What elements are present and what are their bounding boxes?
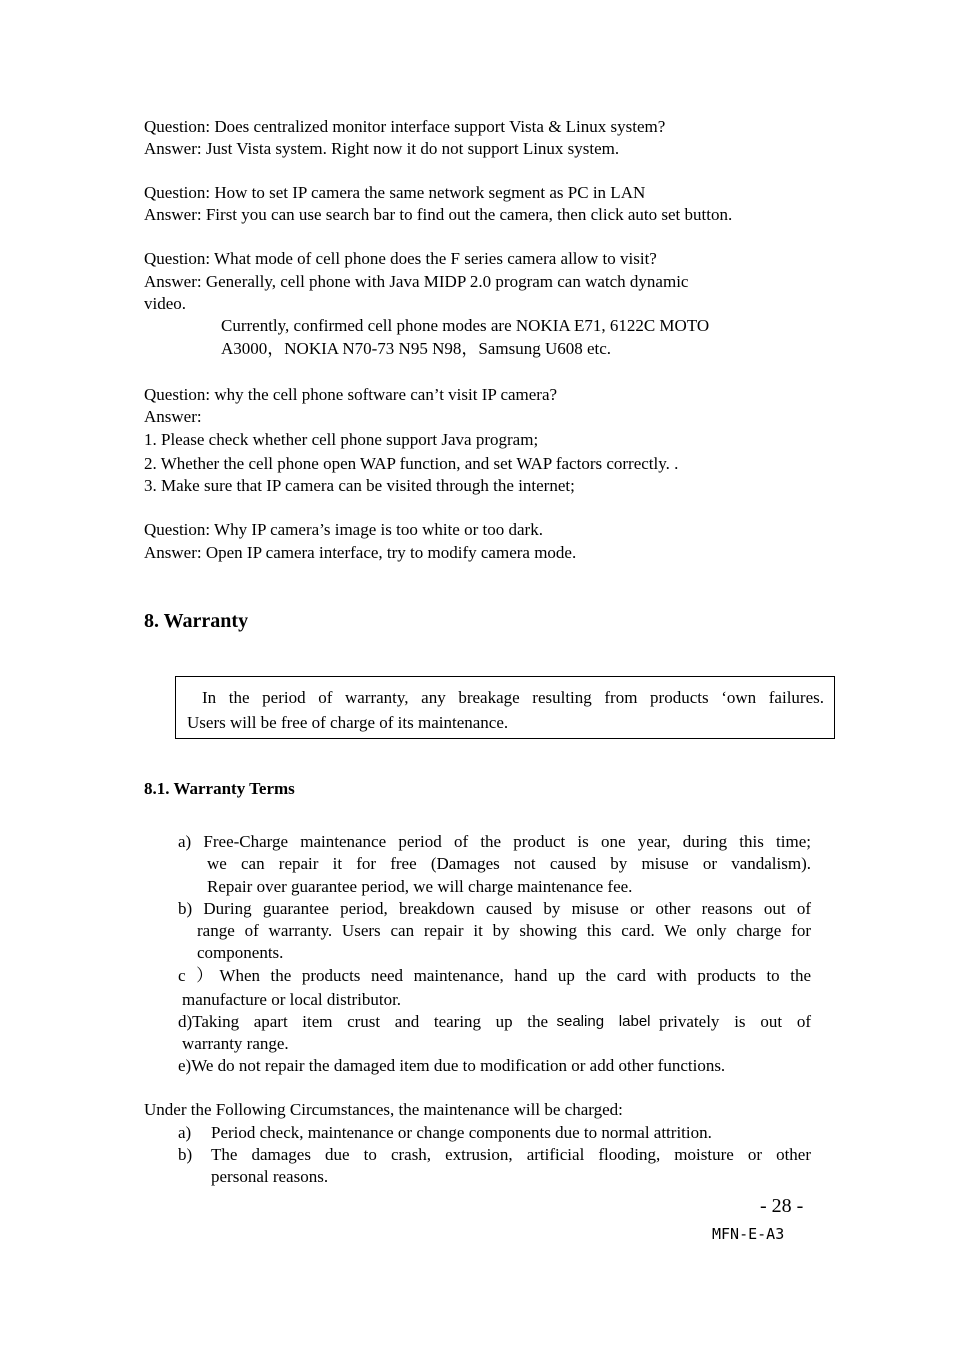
term-d-text-part-2: privately is out of [659,1012,811,1031]
charged-b-marker: b) [178,1145,193,1164]
term-e: e)We do not repair the damaged item due to modification or add other functions. [178,1056,726,1075]
faq-answer-4-label: Answer: [144,407,202,426]
term-a-line-1: a) Free-Charge maintenance period of the product is one year, during this time; [178,832,811,851]
warranty-heading: 8. Warranty [144,610,249,632]
warranty-notice-box [175,676,835,739]
faq-answer-1: Answer: Just Vista system. Right now it do not support Linux system. [144,139,620,158]
charged-b-line-2: personal reasons. [211,1167,329,1186]
faq-answer-3-line-3: Currently, confirmed cell phone modes are NOKIA E71, 6122C MOTO [221,316,710,335]
term-d-line-2: warranty range. [182,1034,289,1053]
faq-answer-4-item-2: 2. Whether the cell phone open WAP function, and set WAP factors correctly. . [144,454,679,473]
warranty-notice-line-2: Users will be free of charge of its maintenance. [187,713,509,732]
faq-question-2: Question: How to set IP camera the same network segment as PC in LAN [144,183,646,202]
faq-answer-3-line-4: A3000，NOKIA N70-73 N95 N98，Samsung U608 etc. [221,339,612,358]
term-c-line-2: manufacture or local distributor. [182,990,402,1009]
term-d-sealing-label: sealing label [556,1013,651,1030]
faq-answer-4-item-3: 3. Make sure that IP camera can be visited through the internet; [144,476,575,495]
charged-a-text: Period check, maintenance or change components due to normal attrition. [211,1123,712,1142]
term-d-line-1 [178,1011,811,1033]
charged-intro: Under the Following Circumstances, the maintenance will be charged: [144,1100,623,1119]
faq-answer-3-line-2: video. [144,294,187,313]
term-a-line-2: we can repair it for free (Damages not caused by misuse or vandalism). [207,854,811,873]
charged-b-line-1: The damages due to crash, extrusion, artificial flooding, moisture or other [211,1145,811,1164]
term-a-line-3: Repair over guarantee period, we will charge maintenance fee. [207,877,633,896]
page-number: - 28 - [760,1195,804,1217]
warranty-notice-line-1: In the period of warranty, any breakage resulting from products ‘own failures. [202,688,824,707]
faq-question-4: Question: why the cell phone software can’t visit IP camera? [144,385,558,404]
term-b-line-2: range of warranty. Users can repair it by showing this card. We only charge for [197,921,811,940]
term-c-line-1: c ）When the products need maintenance, hand up the card with products to the [178,966,811,985]
charged-a-marker: a) [178,1123,192,1142]
document-code: MFN-E-A3 [712,1225,785,1243]
faq-answer-3-line-1: Answer: Generally, cell phone with Java MIDP 2.0 program can watch dynamic [144,272,689,291]
faq-answer-2: Answer: First you can use search bar to find out the camera, then click auto set button. [144,205,733,224]
term-b-line-3: components. [197,943,284,962]
term-b-line-1: b) During guarantee period, breakdown caused by misuse or other reasons out of [178,899,811,918]
faq-question-1: Question: Does centralized monitor interface support Vista & Linux system? [144,117,666,136]
term-d-text-part-1: d)Taking apart item crust and tearing up the [178,1012,548,1031]
faq-question-3: Question: What mode of cell phone does the F series camera allow to visit? [144,249,657,268]
faq-question-5: Question: Why IP camera’s image is too white or too dark. [144,520,543,539]
warranty-terms-heading: 8.1. Warranty Terms [144,779,295,798]
faq-answer-4-item-1: 1. Please check whether cell phone support Java program; [144,430,539,449]
faq-answer-5: Answer: Open IP camera interface, try to modify camera mode. [144,543,577,562]
